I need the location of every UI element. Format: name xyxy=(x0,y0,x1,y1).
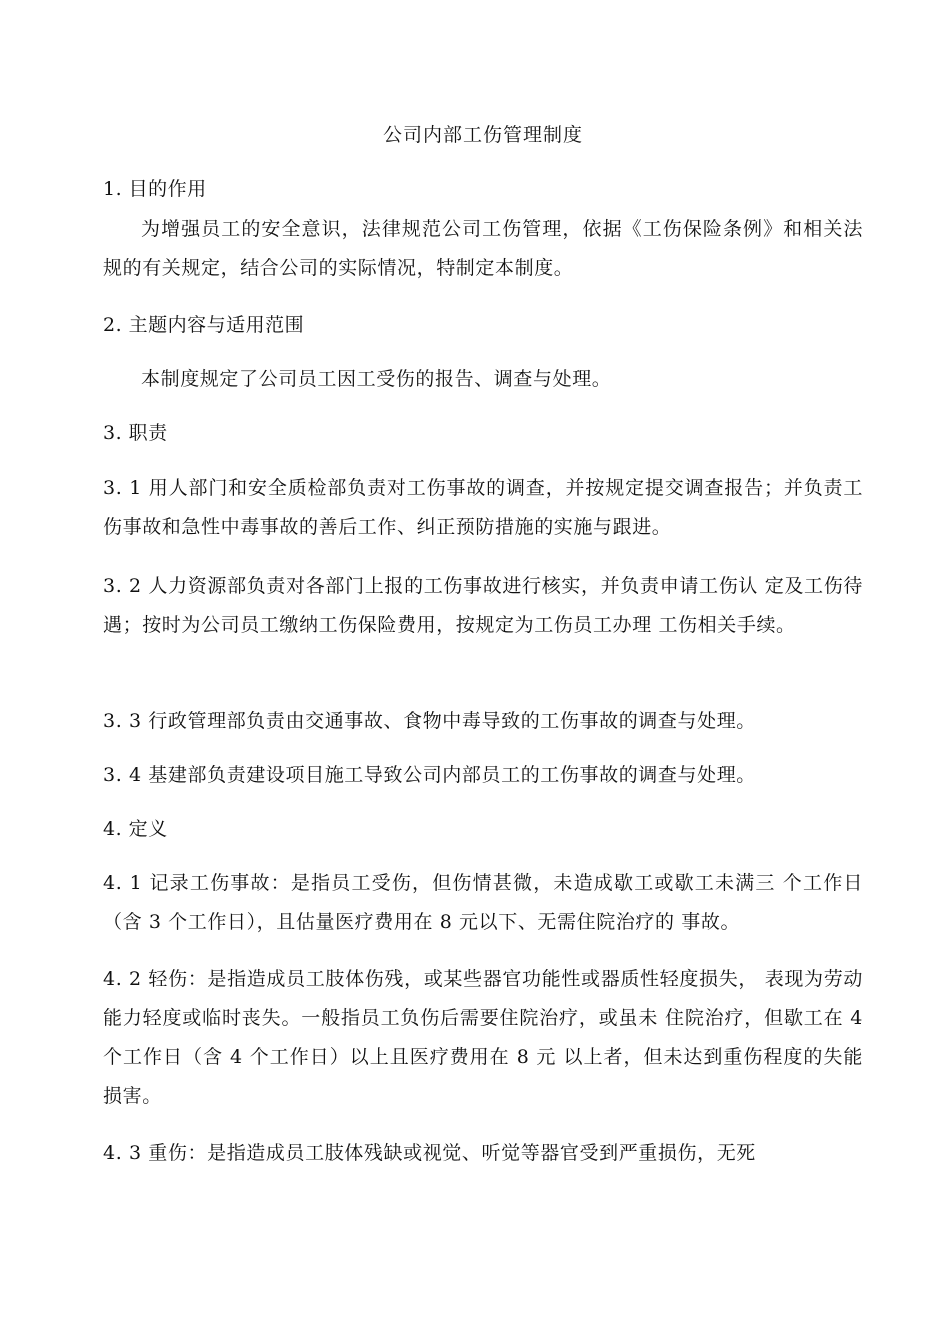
paragraph-duty-3-4: 3. 4 基建部负责建设项目施工导致公司内部员工的工伤事故的调查与处理。 xyxy=(103,764,756,786)
section-heading-scope: 2. 主题内容与适用范围 xyxy=(103,314,305,336)
paragraph-duty-3-1: 3. 1 用人部门和安全质检部负责对工伤事故的调查，并按规定提交调查报告；并负责工伤事故和急性中毒事故的善后工作、纠正预防措施的实施与跟进。 xyxy=(103,477,863,538)
paragraph-definition-4-2: 4. 2 轻伤：是指造成员工肢体伤残，或某些器官功能性或器质性轻度损失， 表现为劳动能力轻度或临时丧失。一般指员工负伤后需要住院治疗，或虽未 住院治疗，但歇工在 4 个工作日（含 4 个工作日）以上且医疗费用在 8 元 以上者，但未达到重伤程度的失能损害。 xyxy=(103,968,863,1107)
section-heading-duties: 3. 职责 xyxy=(103,422,168,444)
paragraph-duty-3-3: 3. 3 行政管理部负责由交通事故、食物中毒导致的工伤事故的调查与处理。 xyxy=(103,710,756,732)
document-title: 公司内部工伤管理制度 xyxy=(382,124,583,146)
section-heading-purpose: 1. 目的作用 xyxy=(103,178,207,200)
paragraph-definition-4-1: 4. 1 记录工伤事故：是指员工受伤，但伤情甚微，未造成歇工或歇工未满三 个工作日（含 3 个工作日），且估量医疗费用在 8 元以下、无需住院治疗的 事故。 xyxy=(103,872,863,933)
section-heading-definitions: 4. 定义 xyxy=(103,818,168,840)
paragraph-scope: 本制度规定了公司员工因工受伤的报告、调查与处理。 xyxy=(141,368,612,390)
paragraph-definition-4-3: 4. 3 重伤：是指造成员工肢体残缺或视觉、听觉等器官受到严重损伤，无死 xyxy=(103,1142,756,1164)
paragraph-duty-3-2: 3. 2 人力资源部负责对各部门上报的工伤事故进行核实，并负责申请工伤认 定及工伤待遇；按时为公司员工缴纳工伤保险费用，按规定为工伤员工办理 工伤相关手续。 xyxy=(103,575,863,636)
paragraph-purpose: 为增强员工的安全意识，法律规范公司工伤管理，依据《工伤保险条例》和相关法规的有关规定，结合公司的实际情况，特制定本制度。 xyxy=(103,218,863,279)
